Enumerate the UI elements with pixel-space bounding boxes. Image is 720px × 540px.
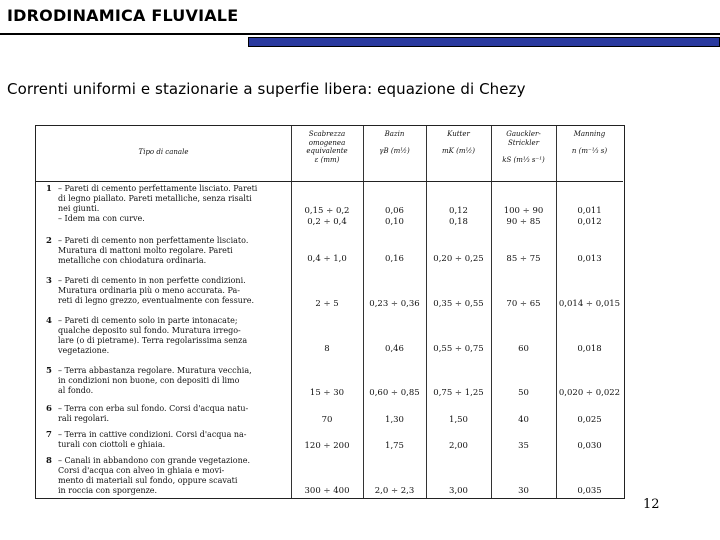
cell-gauckler-strickler: 100 ÷ 90 90 ÷ 85	[503, 206, 544, 227]
row-description: – Pareti di cemento solo in parte intonacate; qualche deposito sul fondo. Muratura irrego- lare (o di pietrame). Terra regolarissima senza vegetazione.	[58, 316, 248, 355]
cell-manning: 0,035	[577, 486, 602, 496]
page-title: IDRODINAMICA FLUVIALE	[7, 6, 239, 25]
row-description: – Pareti di cemento perfettamente lisciato. Pareti di legno piallato. Pareti metalliche, senza risalti nei giunti. – Idem ma con curve.	[58, 184, 258, 223]
table-header	[36, 126, 623, 182]
cell-bazin: 0,23 ÷ 0,36	[369, 299, 420, 309]
cell-bazin: 1,30	[385, 415, 404, 425]
cell-gauckler-strickler: 40	[518, 415, 529, 425]
cell-bazin: 0,16	[385, 254, 404, 264]
row-description: – Pareti di cemento in non perfette condizioni. Muratura ordinaria più o meno accurata. Pa- reti di legno grezzo, eventualmente con fessure.	[58, 276, 254, 305]
cell-gauckler-strickler: 70 ÷ 65	[506, 299, 541, 309]
cell-bazin: 1,75	[385, 441, 404, 451]
row-description: – Pareti di cemento non perfettamente lisciato. Muratura di mattoni molto regolare. Pareti metalliche con chiodatura ordinaria.	[58, 236, 249, 265]
header-bazin: Bazin γB (m½)	[379, 130, 410, 155]
table-row	[36, 316, 623, 364]
cell-manning: 0,025	[577, 415, 602, 425]
cell-manning: 0,030	[577, 441, 602, 451]
cell-scabrezza: 2 ÷ 5	[315, 299, 339, 309]
cell-manning: 0,020 ÷ 0,022	[558, 388, 621, 398]
header-gauckler-strickler: Gauckler- Strickler kS (m⅓ s⁻¹)	[502, 130, 545, 164]
cell-bazin: 0,06 0,10	[385, 206, 404, 227]
table-row	[36, 430, 623, 454]
cell-manning: 0,018	[577, 344, 602, 354]
scanned-table-image	[30, 120, 630, 504]
cell-scabrezza: 15 ÷ 30	[309, 388, 345, 398]
cell-bazin: 0,46	[385, 344, 404, 354]
cell-scabrezza: 0,4 ÷ 1,0	[307, 254, 347, 264]
cell-kutter: 3,00	[449, 486, 468, 496]
header-scabrezza: Scabrezza omogenea equivalente ε (mm)	[306, 130, 348, 164]
accent-bar	[248, 37, 720, 47]
table-row	[36, 276, 623, 314]
cell-manning: 0,011 0,012	[577, 206, 602, 227]
slide-subtitle: Correnti uniformi e stazionarie a superfie libera: equazione di Chezy	[7, 80, 526, 98]
cell-bazin: 0,60 ÷ 0,85	[369, 388, 420, 398]
row-number: 1	[46, 184, 52, 194]
row-number: 4	[46, 316, 52, 326]
cell-kutter: 0,12 0,18	[449, 206, 468, 227]
cell-scabrezza: 300 ÷ 400	[304, 486, 350, 496]
row-number: 3	[46, 276, 52, 286]
cell-manning: 0,013	[577, 254, 602, 264]
table-row	[36, 184, 623, 236]
header-manning: Manning n (m⁻⅓ s)	[571, 130, 608, 155]
row-number: 6	[46, 404, 52, 414]
cell-kutter: 1,50	[449, 415, 468, 425]
title-underline	[0, 33, 720, 35]
cell-scabrezza: 120 ÷ 200	[304, 441, 350, 451]
row-number: 8	[46, 456, 52, 466]
cell-scabrezza: 8	[324, 344, 330, 354]
cell-kutter: 0,75 ÷ 1,25	[433, 388, 484, 398]
cell-gauckler-strickler: 30	[518, 486, 529, 496]
cell-gauckler-strickler: 85 ÷ 75	[506, 254, 541, 264]
table-row	[36, 366, 623, 402]
cell-manning: 0,014 ÷ 0,015	[558, 299, 621, 309]
row-number: 5	[46, 366, 52, 376]
cell-kutter: 0,55 ÷ 0,75	[433, 344, 484, 354]
row-description: – Canali in abbandono con grande vegetazione. Corsi d'acqua con alveo in ghiaia e movi- mento di materiali sul fondo, oppure scavati in roccia con sporgenze.	[58, 456, 251, 495]
cell-scabrezza: 70	[321, 415, 333, 425]
row-number: 2	[46, 236, 52, 246]
cell-bazin: 2,0 ÷ 2,3	[374, 486, 415, 496]
cell-gauckler-strickler: 35	[518, 441, 529, 451]
row-description: – Terra in cattive condizioni. Corsi d'acqua na- turali con ciottoli e ghiaia.	[58, 430, 247, 449]
cell-gauckler-strickler: 50	[518, 388, 529, 398]
cell-kutter: 2,00	[449, 441, 468, 451]
header-kutter: Kutter mK (m½)	[442, 130, 475, 155]
cell-scabrezza: 0,15 ÷ 0,2 0,2 ÷ 0,4	[304, 206, 350, 227]
cell-kutter: 0,20 ÷ 0,25	[433, 254, 484, 264]
row-description: – Terra con erba sul fondo. Corsi d'acqua natu- rali regolari.	[58, 404, 249, 423]
cell-gauckler-strickler: 60	[518, 344, 529, 354]
roughness-table	[35, 125, 625, 499]
header-tipo-canale: Tipo di canale	[138, 148, 189, 156]
cell-kutter: 0,35 ÷ 0,55	[433, 299, 484, 309]
table-row	[36, 236, 623, 274]
row-number: 7	[46, 430, 52, 440]
table-row	[36, 456, 623, 498]
page-number: 12	[643, 497, 660, 512]
row-description: – Terra abbastanza regolare. Muratura vecchia, in condizioni non buone, con depositi di limo al fondo.	[58, 366, 252, 395]
table-row	[36, 404, 623, 428]
